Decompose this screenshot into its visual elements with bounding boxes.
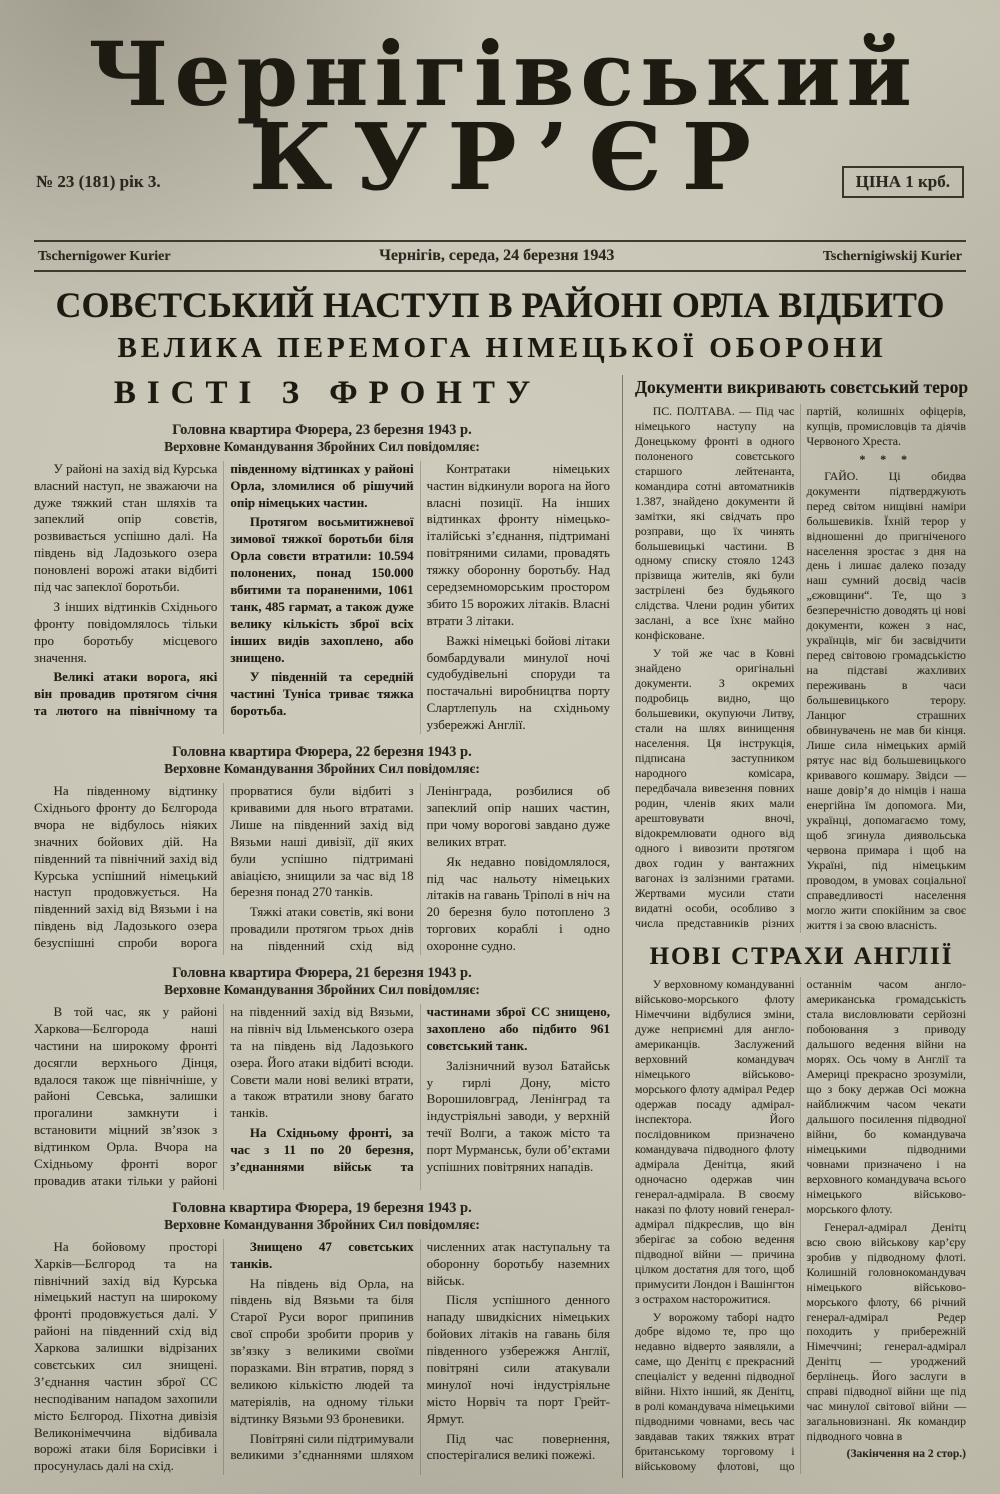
paragraph: На Східньому фронті, за час з 11 по 20 березня, з’єднаннями військ та частинами зброї СС знищено, захоплено або підбито 961 совєтський танк. <box>230 1003 610 1174</box>
title-line-1: Чернігівський <box>88 22 918 126</box>
paragraph: Після успішного денного нападу швидкісних німецьких бойових літаків на гавань біля південного узбережжя Англії, повітряні сили атакували минулої ночі індустріяльне місто Норвіч та порт Грейт-Ярмут. <box>426 1292 610 1426</box>
sub-headline: ВЕЛИКА ПЕРЕМОГА НІМЕЦЬКОЇ ОБОРОНИ <box>117 331 887 364</box>
dispatch <box>34 1199 610 1475</box>
paragraph: У верховному командуванні військово-морського флоту Німеччини відбулися зміни, дуже неприємні для англо-американців. Заслужений верховний командувач німецького військово-морського флоту адмірал Редер одержав посаду адмірал-інспектора. Його послідовником призначено командувача підводного флоту адмірала Денітца, який одночасно одержав чин генерал-адмірала. В своєму наказі по флоту новий генерал-адмірал підкреслив, що він зберігає за собою ведення підводної війни — причина цілком достатня для того, щоб примусити Лондон і Вашінгтон з острахом насторожитися. <box>635 977 795 1306</box>
front-news-section <box>34 375 622 1478</box>
front-news-title: ВІСТІ З ФРОНТУ <box>113 374 542 411</box>
article-body <box>635 977 966 1474</box>
dispatch-body <box>34 1239 610 1475</box>
paragraph: В той час, як у районі Харкова—Бєлгорода наші частини на широкому фронті досягли верхнього Дінця, вдалося також ще північніше, у районі Севська, залишки прогалини замкнути і встановити міцний зв’язок з відтинком Орла. Вчора на Східньому фронті ворог провадив атаки тільки у районі на південний захід від Вязьми, на північ від Ільменського озера та на південь від Ладозького озера. Його атаки відбиті всюди. Совєти мали нові великі втрати, а також втратили знову багато танків. <box>34 1003 414 1188</box>
issue-number: № 23 (181) рік 3. <box>36 172 161 191</box>
price-box: ЦІНА 1 крб. <box>842 166 964 198</box>
article-title: НОВІ СТРАХИ АНГЛІЇ <box>649 943 954 971</box>
paragraph: Повітряні сили підтримували великими з’єднаннями шляхом численних атак наступальну та оборонну боротьбу наземних військ. <box>230 1238 610 1463</box>
dispatch <box>34 964 610 1190</box>
masthead <box>0 0 1000 236</box>
main-headline: СОВЄТСЬКИЙ НАСТУП В РАЙОНІ ОРЛА ВІДБИТО <box>55 285 945 325</box>
dispatch-subhead: Верховне Командування Збройних Сил повідомляє: <box>164 1216 480 1232</box>
paragraph: Залізничний вузол Батайськ у гирлі Дону, місто Ворошиловград, Ленінград та індустріяльні заводи, у верхній течії Волги, а також місто та порт Мурманськ, були об’єктами успішних повітряних нападів. <box>426 1057 610 1174</box>
dateline-right: Tschernigiwskij Kurier <box>822 249 962 264</box>
dispatch-dateline: Головна квартира Фюрера, 21 березня 1943 р. <box>172 964 472 981</box>
dispatch-body <box>34 461 610 734</box>
dispatch <box>34 743 610 955</box>
paragraph: У той же час в Ковні знайдено оригінальні документи. З окремих подробиць видно, що большевики, окупуючи Литву, стали на шлях винищення населення. Ця інструкція, підписана заступником народного комісара, передбачала вивезення повних родин, членів яких мали арештовувати вночі, відокремлювати одного від одного і вивозити протягом двох годин у вантажних вагонах із залізними гратами. Жертвами мусили стати видатні особи, особливо з числа представників різних партій, колишніх офіцерів, купців, промисловців та діячів Червоного Хреста. <box>635 403 966 930</box>
paragraph: ПС. ПОЛТАВА. — Під час німецького наступу на Донецькому фронті в одного полоненого совєтського старшого лейтенанта, командира сотні автоматників 1.387, знайдено документи й замітки, які свідчать про розправи, що їх чинять большевицькі частини. В одному списку стояло 1243 прізвища жителів, які були застрілені без будьякого слідства. Члени родин убитих заслані, а все їхнє майно конфісковане. <box>635 403 795 643</box>
paragraph: Знищено 47 совєтських танків. <box>230 1238 414 1271</box>
dateline-left: Tschernigower Kurier <box>38 249 171 264</box>
dispatch-dateline: Головна квартира Фюрера, 22 березня 1943 р. <box>172 744 472 761</box>
paragraph: Важкі німецькі бойові літаки бомбардували минулої ночі судобудівельні споруди та постачальні виробництва порту Слартлепуль на східньому узбережжі Англії. <box>426 632 610 733</box>
article-list <box>635 376 969 1474</box>
paragraph: Під час повернення, спостерігалися великі пожежі. <box>426 1430 610 1463</box>
paragraph: З інших відтинків Східнього фронту повідомлялось тільки про боротьбу місцевого значення. <box>34 598 218 665</box>
continuation-note: (Закінчення на 2 стор.) <box>846 1448 966 1461</box>
article <box>635 943 966 1474</box>
paragraph: Тяжкі атаки совєтів, які вони провадили протягом трьох днів на південний схід від Ленінграда, розбилися об запеклий опір наших частин, при чому ворогові завдано дуже великих втрат. <box>230 783 610 954</box>
paragraph: Протягом восьмитижневої зимової тяжкої боротьби біля Орла совєти втратили: 10.594 полонених, понад 150.000 вбитими та пораненими, 1061 танк, 485 гармат, а також дуже велику кількість зброї всіх інших видів захоплено, або знищено. <box>230 514 414 665</box>
paragraph: ГАЙО. Ці обидва документи підтверджують перед світом нищівні наміри большевиків. Їхній терор у відношенні до пригніченого населення зростає з дня на день і лишає далеко позаду наш сумний досвід часів „єжовщини“. Те, що з безперечністю доводять ці нові документи, кожен з нас, українців, міг би засвідчити перед світовою громадськістю на підставі жахливих переживань в часи большевицького терору. Ланцюг страшних обвинувачень не мав би кінця. Лише сила німецьких армій рятує нас від большевицького кривавого кошмару. Звідси — наше довір’я до німців і наша енергійна їм допомога. Ми, українці, допомагаємо тому, щоб згинула диявольська червона примара і щоб на Україні, під німецьким проводом, в умовах соціальної справедливості населення могло жити спокійним за своє життя і за свою власність. <box>806 468 966 932</box>
paragraph: Великі атаки ворога, які він провадив протягом січня та лютого на північному та південному відтинках у районі Орла, зломилися об рішучий опір німецьких частин. <box>34 460 414 719</box>
article <box>635 376 969 933</box>
article-body <box>635 404 966 933</box>
title-line-2: КУР’ЄР <box>249 103 771 211</box>
dispatch-dateline: Головна квартира Фюрера, 23 березня 1943 р. <box>172 421 472 438</box>
paragraph: У ворожому таборі надто добре відомо те, про що недавно відверто заявляли, а саме, що Денітц є прекрасний спеціаліст у веденні підводної війни. Ніхто інший, як Денітц, в ролі командувача німецькими підводними човнами, весь час завдавав таких тяжких втрат британському торговому і військовому флотові, що останнім часом англо-американська громадськість стала висловлювати серйозні побоювання з приводу дальшого ведення війни на морях. Ось чому в Англії та Америці прекрасно зрозуміли, що з боку держав Осі можна найближчим часом чекати дальшого посилення підводної війни, бо командувача німецькими підводними човнами призначено і на верховного командувача всього німецького військово-морського флоту. <box>635 977 966 1474</box>
section-separator: * * * <box>859 451 914 466</box>
paragraph: Контратаки німецьких частин відкинули ворога на його власні позиції. На інших відтинках фронту німецько-італійські з’єднання, підтримані повітряними силами, провадять тяжку оборонну боротьбу. Над середземноморським простором збито 15 ворожих літаків. Власні втрати 3 літаки. <box>426 460 610 628</box>
dateline-center: Чернігів, середа, 24 березня 1943 <box>379 247 615 264</box>
paragraph: На бойовому просторі Харків—Бєлгород та на північний захід від Курська німецький наступ на широкому фронті продовжується далі. У районі на південний схід від Харкова залишки відрізаних совєтських сил знищені. З’єднання частин зброї СС несподіваним нападом захопили місто Бєлгород. Піхотна дивізія Великонімеччина відбивала ворожі атаки біля Борисівки і просунулась далі на схід. <box>34 1238 218 1474</box>
dispatch-subhead: Верховне Командування Збройних Сил повідомляє: <box>164 982 480 998</box>
content-area <box>0 365 1000 1478</box>
paragraph: Як недавно повідомлялося, під час нальоту німецьких літаків на гавань Тріполі в ніч на 20 березня було потоплено 3 торгових кораблі і одно охоронне судно. <box>426 853 610 954</box>
article-title: Документи викривають совєтський терор <box>635 376 969 397</box>
right-column <box>622 375 969 1478</box>
paragraph: На південь від Орла, на південь від Вязьми та біля Старої Руси ворог припинив свої спроби зробити прорив у зв’язку з великими своїми поразками. Він втратив, поряд з великою кількістю людей та матеріялів, на одному тільки відтинку Вязьми 93 броневики. <box>230 1275 414 1426</box>
dispatch-body <box>34 783 610 955</box>
dispatch-subhead: Верховне Командування Збройних Сил повідомляє: <box>164 761 480 777</box>
dateline-bar <box>34 240 966 272</box>
dispatch-dateline: Головна квартира Фюрера, 19 березня 1943 р. <box>172 1199 472 1216</box>
paragraph: У районі на захід від Курська власний наступ, не зважаючи на дуже тяжкий стан шляхів та запеклий опір совєтів, розвивається успішно далі. На південь від Ладозького озера поновлені ворожі атаки відбиті під час запеклої боротьби. <box>34 460 218 595</box>
dispatch <box>34 421 610 734</box>
dispatch-body <box>34 1004 610 1190</box>
dispatch-subhead: Верховне Командування Збройних Сил повідомляє: <box>164 438 480 454</box>
paragraph: Генерал-адмірал Денітц всю свою військову кар’єру зробив у підводному флоті. Колишній головнокомандувач німецького військово-морського флоту, 66 річний генерал-адмірал Редер походить у прибережній Німеччині; генерал-адмірал Денітц — уроджений берлінець. Його заслуги в справі підводної війни ще під час минулої світової війни — загальновизнані. Як командир підводного човна в <box>806 1219 966 1444</box>
dispatch-list <box>34 421 610 1475</box>
paragraph: На південному відтинку Східнього фронту до Бєлгорода вчора не відбулось ніяких значних бойових дій. На південний та північний захід від Курська успішний німецький наступ продовжується. На південний захід від Вязьми і на південь від Ладозького озера безуспішні спроби ворога прорватися були відбиті з кривавими для нього втратами. Лише на південний захід від Вязьми наші дивізії, дії яких були успішно підтримані авіацією, знищили за час від 18 березня понад 270 танків. <box>34 783 414 951</box>
paragraph: У південній та середній частині Туніса триває тяжка боротьба. <box>230 669 414 719</box>
